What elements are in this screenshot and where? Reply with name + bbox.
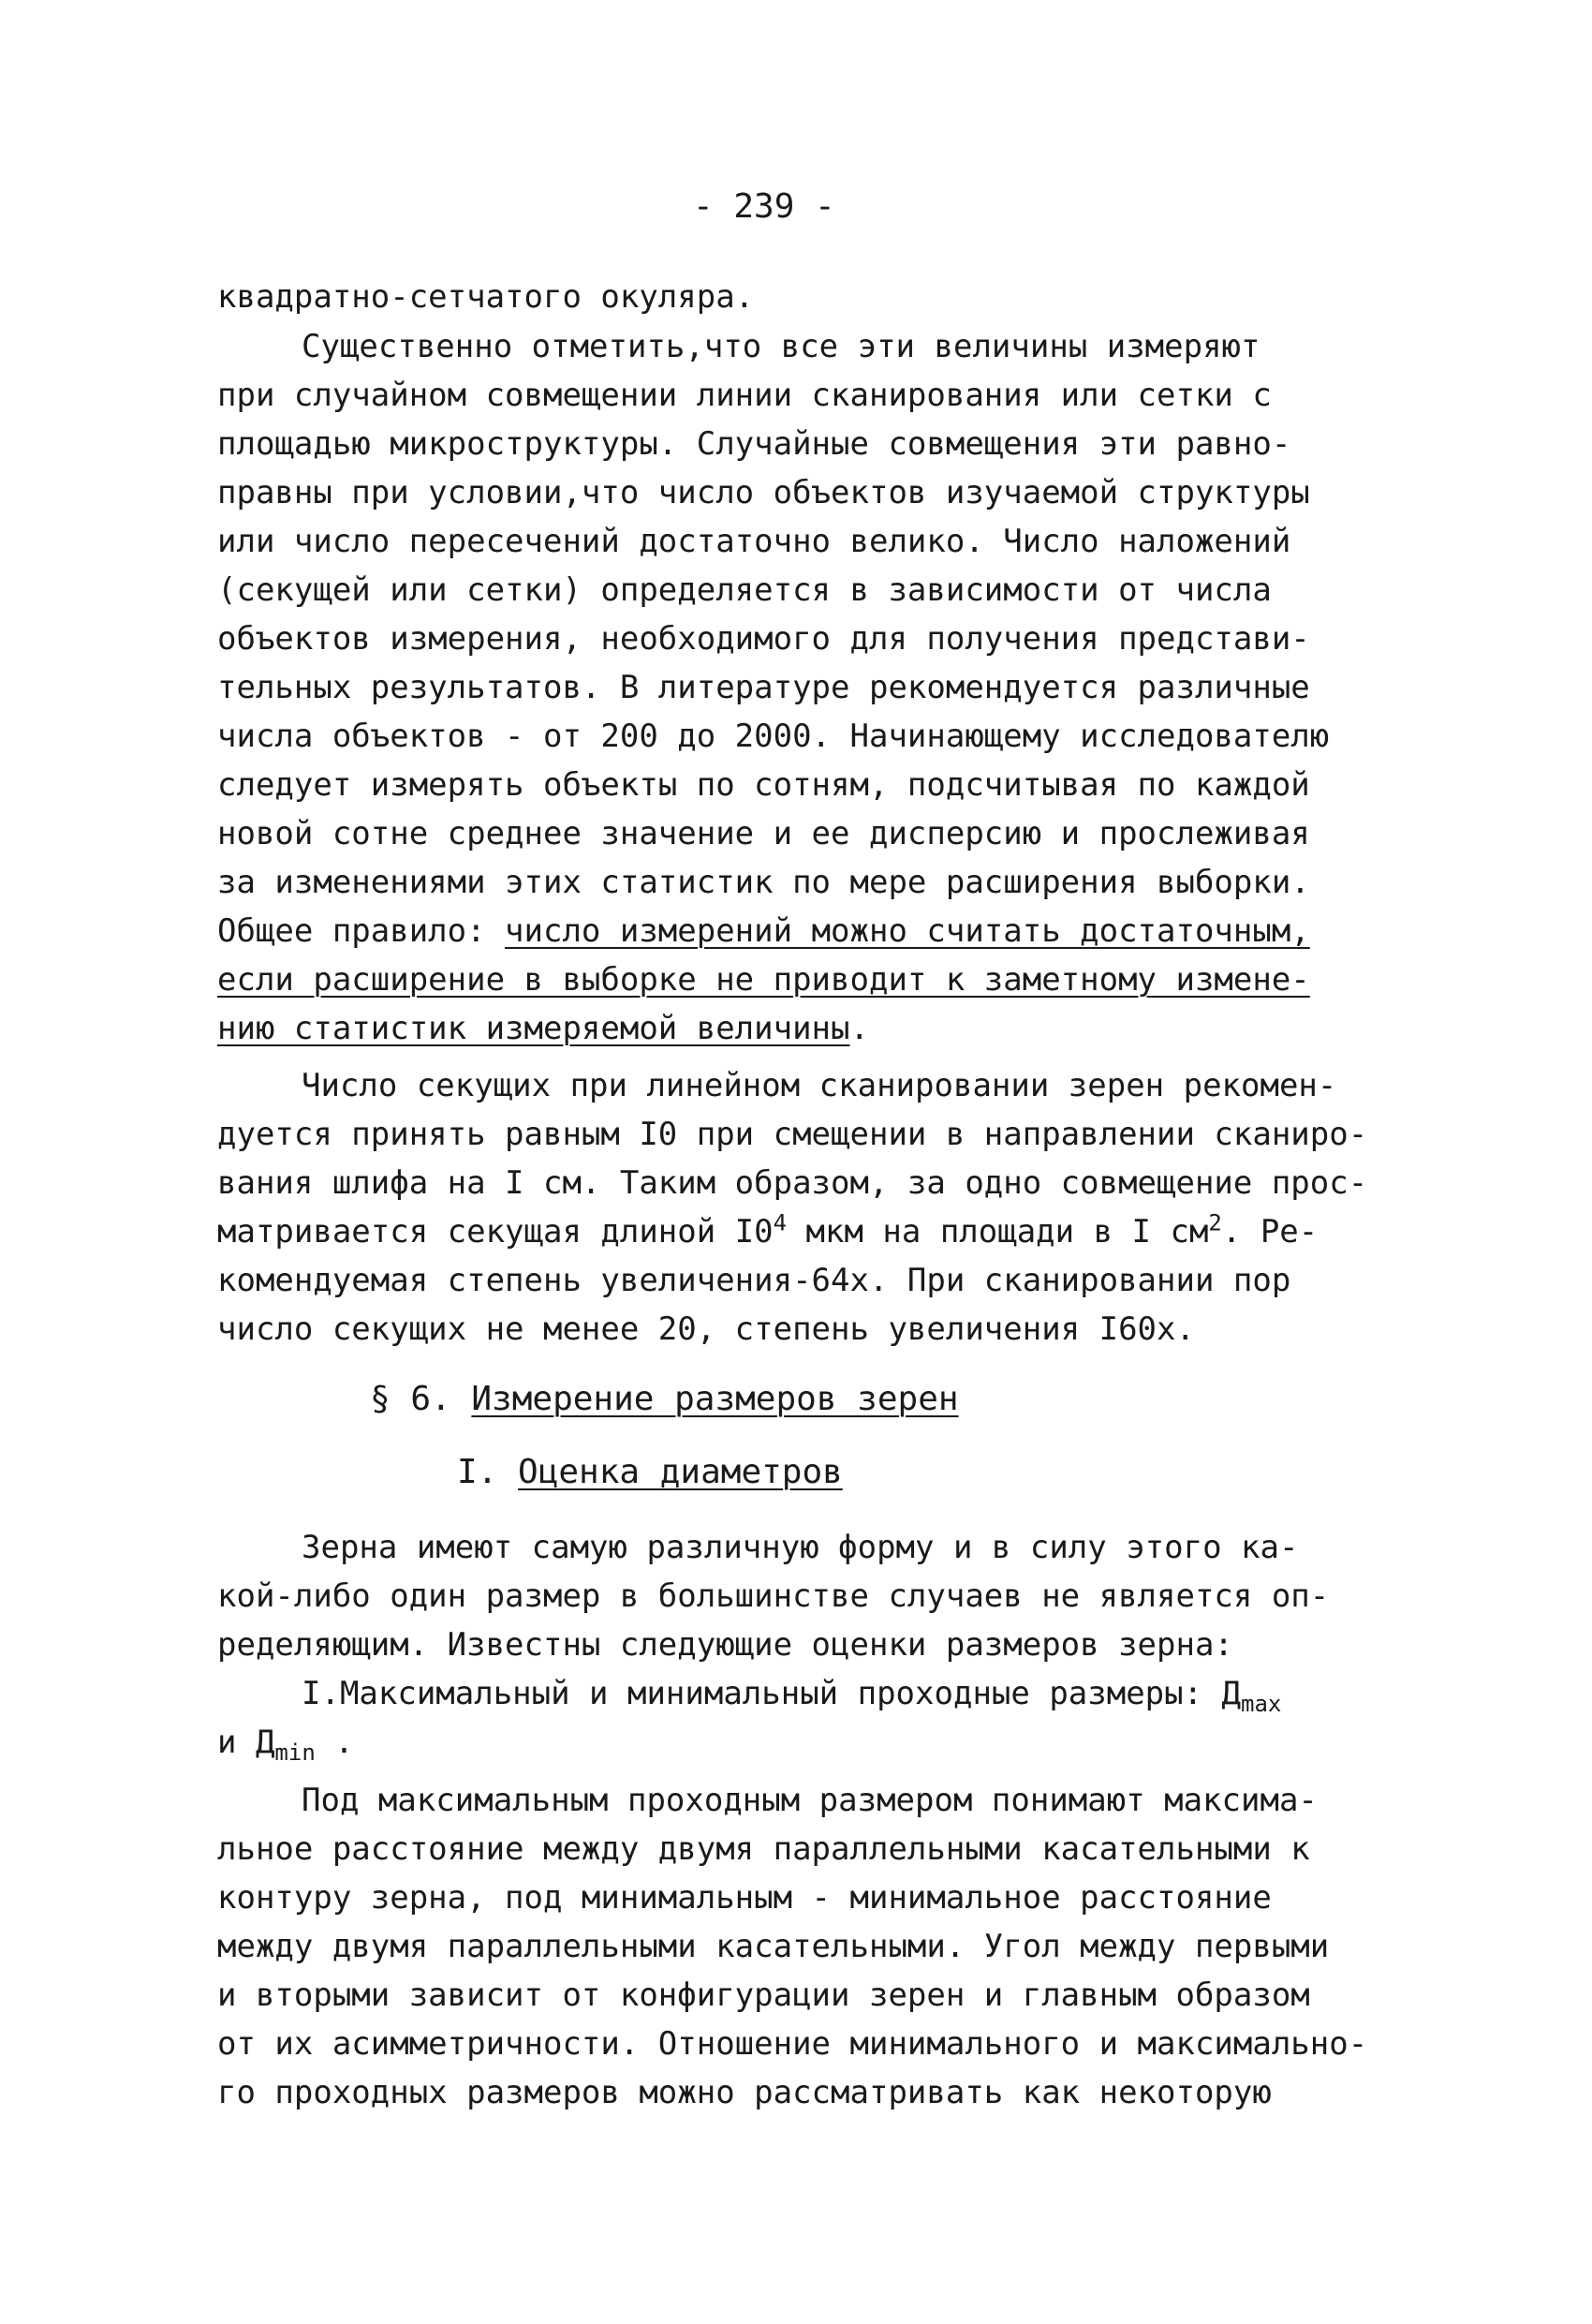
text-line	[217, 1720, 354, 1765]
text-line: объектов измерения, необходимого для получения представи-	[217, 620, 1310, 658]
text-line: комендуемая степень увеличения-64х. При сканировании пор	[217, 1262, 1291, 1299]
text-line	[217, 1006, 869, 1051]
text-line: между двумя параллельными касательными. Угол между первыми	[217, 1928, 1330, 1965]
text-line	[217, 909, 1310, 954]
text-line: при случайном совмещении линии сканирования или сетки с	[217, 377, 1272, 414]
text-fragment: матривается секущая длиной I0	[217, 1213, 774, 1251]
subsection-prefix: I.	[457, 1453, 519, 1491]
text-line: следует измерять объекты по сотням, подсчитывая по каждой	[217, 766, 1310, 804]
text-fragment: . Ре-	[1221, 1213, 1319, 1251]
text-fragment: .	[315, 1724, 354, 1761]
underlined-text-line: если расширение в выборке не приводит к заметному измене-	[217, 961, 1310, 999]
page-number: - 239 -	[693, 187, 835, 226]
text-line: числа объектов - от 200 до 2000. Начинающему исследователю	[217, 718, 1330, 755]
text-fragment: мкм на площади в I см	[787, 1213, 1209, 1251]
superscript: 4	[773, 1209, 788, 1236]
text-line	[217, 1209, 1318, 1254]
subsection-heading	[457, 1450, 843, 1495]
underlined-text: нию статистик измеряемой величины	[217, 1010, 850, 1047]
section-heading	[370, 1377, 959, 1422]
section-title: Измерение размеров зерен	[471, 1380, 959, 1418]
text-line: вания шлифа на I см. Таким образом, за одно совмещение прос-	[217, 1164, 1368, 1202]
text-line	[302, 1671, 1281, 1716]
text-line: за изменениями этих статистик по мере расширения выборки.	[217, 864, 1310, 901]
subsection-title: Оценка диаметров	[518, 1453, 843, 1491]
text-line: площадью микроструктуры. Случайные совмещения эти равно-	[217, 425, 1291, 463]
text-fragment: I.Максимальный и минимальный проходные размеры: Д	[302, 1675, 1242, 1712]
text-line: ределяющим. Известны следующие оценки размеров зерна:	[217, 1626, 1233, 1664]
underlined-text: число измерений можно считать достаточным,	[505, 912, 1310, 950]
text-line: Число секущих при линейном сканировании зерен рекомен-	[302, 1067, 1337, 1104]
superscript: 2	[1208, 1209, 1222, 1236]
text-line: дуется принять равным I0 при смещении в направлении сканиро-	[217, 1116, 1368, 1153]
text-line: льное расстояние между двумя параллельными касательными к	[217, 1830, 1310, 1868]
text-line: новой сотне среднее значение и ее дисперсию и прослеживая	[217, 815, 1310, 852]
text-line: Под максимальным проходным размером понимают максима-	[302, 1782, 1318, 1819]
text-fragment: Общее правило:	[217, 912, 506, 950]
text-line: правны при условии,что число объектов изучаемой структуры	[217, 474, 1310, 511]
text-line: и вторыми зависит от конфигурации зерен и главным образом	[217, 1976, 1310, 2014]
text-line: Существенно отметить,что все эти величины измеряют	[302, 328, 1260, 365]
text-line: тельных результатов. В литературе рекомендуется различные	[217, 669, 1310, 706]
text-line: Зерна имеют самую различную форму и в силу этого ка-	[302, 1529, 1299, 1566]
text-fragment: и Д	[217, 1724, 275, 1761]
text-line: го проходных размеров можно рассматривать как некоторую	[217, 2074, 1272, 2111]
text-line: или число пересечений достаточно велико. Число наложений	[217, 523, 1291, 560]
text-line: от их асимметричности. Отношение минимального и максимально-	[217, 2025, 1368, 2063]
text-line: (секущей или сетки) определяется в зависимости от числа	[217, 571, 1272, 609]
text-line: число секущих не менее 20, степень увеличения I60х.	[217, 1310, 1195, 1348]
text-line: квадратно-сетчатого окуляра.	[217, 278, 755, 316]
section-prefix: § 6.	[370, 1380, 472, 1418]
text-line: кой-либо один размер в большинстве случаев не является оп-	[217, 1577, 1330, 1615]
text-fragment: .	[849, 1010, 869, 1047]
text-line: контуру зерна, под минимальным - минимальное расстояние	[217, 1879, 1272, 1917]
subscript: min	[274, 1739, 316, 1766]
subscript: max	[1241, 1690, 1282, 1717]
